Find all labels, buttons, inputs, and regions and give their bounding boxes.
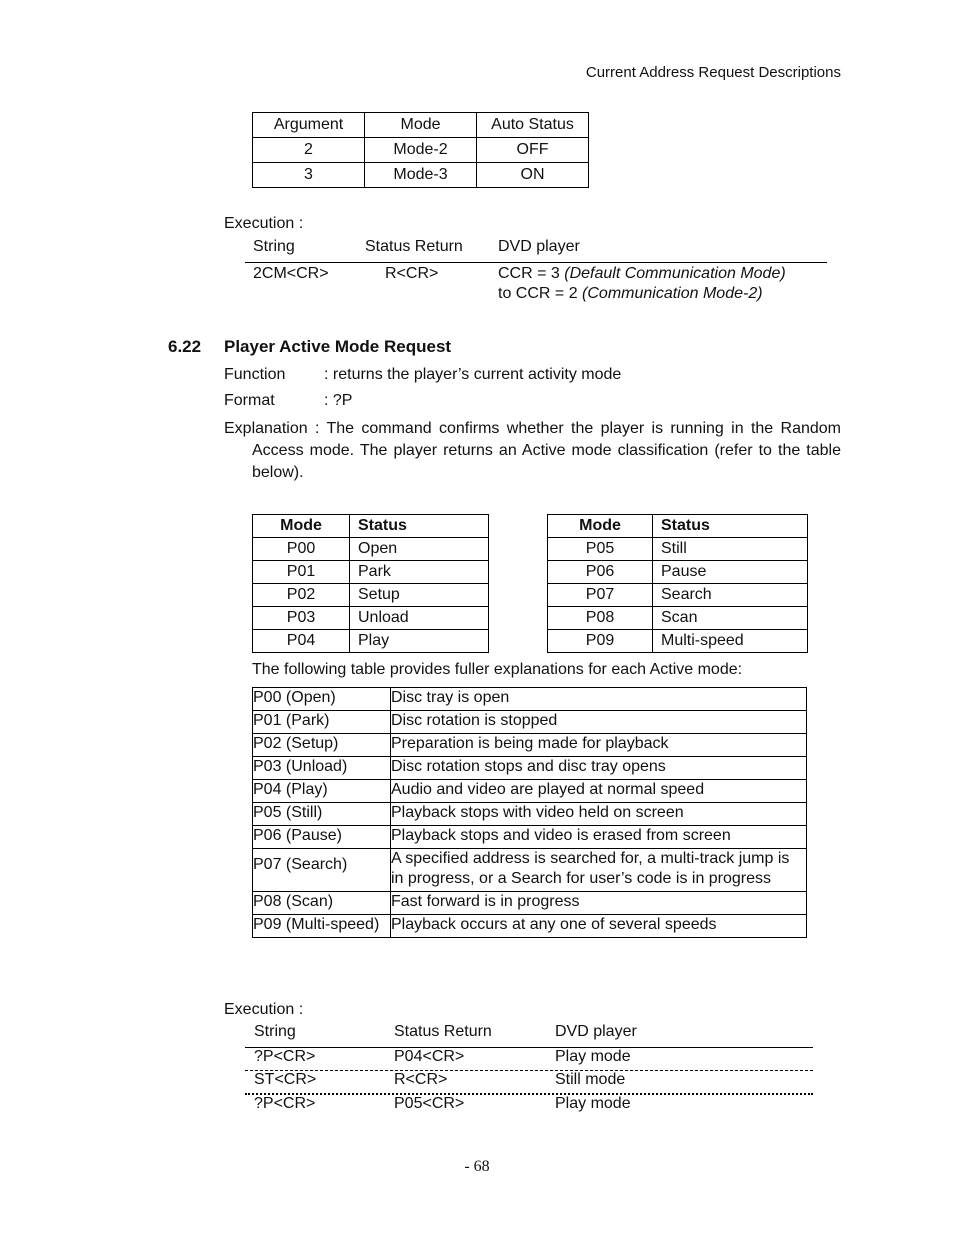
column-header: String: [254, 1023, 296, 1040]
table-row: [253, 688, 807, 711]
text: to CCR = 2: [498, 285, 583, 302]
mode-cell: P03: [253, 607, 350, 630]
mode-cell: P02: [253, 584, 350, 607]
mode-cell: P04: [253, 630, 350, 653]
column-header: Status: [350, 515, 489, 538]
table-row: [253, 163, 589, 188]
execution-header-row: [245, 238, 827, 263]
table-cell: OFF: [477, 138, 589, 163]
format-value: : ?P: [324, 392, 353, 409]
table-row: [548, 584, 808, 607]
running-header: Current Address Request Descriptions: [585, 64, 841, 81]
italic-text: (Default Communication Mode): [564, 265, 786, 282]
table-row: [253, 584, 489, 607]
mode-table-left: [252, 514, 489, 653]
dvd-player-line: [498, 284, 827, 304]
table-cell: 3: [253, 163, 365, 188]
execution-table: [245, 238, 827, 304]
table-cell: ON: [477, 163, 589, 188]
column-header: DVD player: [498, 238, 580, 255]
mode-cell: P06 (Pause): [253, 826, 391, 849]
mode-cell: P07: [548, 584, 653, 607]
table-header-row: [548, 515, 808, 538]
explanation-paragraph: [224, 418, 841, 484]
table-row: [253, 607, 489, 630]
table-cell: 2: [253, 138, 365, 163]
section-number: 6.22: [168, 337, 202, 356]
table-row: [548, 561, 808, 584]
status-cell: Park: [350, 561, 489, 584]
mode-cell: P09 (Multi-speed): [253, 915, 391, 938]
mode-table-right: [547, 514, 808, 653]
status-cell: R<CR>: [385, 265, 439, 282]
string-cell: ST<CR>: [254, 1071, 317, 1088]
execution-row: [245, 1048, 813, 1071]
execution-label: Execution :: [224, 1001, 304, 1018]
table-row: [253, 892, 807, 915]
execution-table: [245, 1023, 813, 1117]
execution-row: [245, 1095, 813, 1117]
execution-row: [245, 263, 827, 304]
function-key: Function: [224, 366, 286, 383]
table-row: [253, 630, 489, 653]
status-cell: Setup: [350, 584, 489, 607]
mode-cell: P04 (Play): [253, 780, 391, 803]
function-value: : returns the player’s current activity mode: [324, 366, 622, 383]
italic-text: (Communication Mode-2): [582, 285, 763, 302]
column-header: Argument: [253, 113, 365, 138]
string-cell: ?P<CR>: [254, 1048, 316, 1065]
description-cell: A specified address is searched for, a multi-track jump is in progress, or a Search for user’s code is in progress: [391, 849, 807, 892]
table-row: [253, 538, 489, 561]
mode-cell: P09: [548, 630, 653, 653]
mode-cell: P05: [548, 538, 653, 561]
argument-mode-table: [252, 112, 589, 188]
table-row: [253, 734, 807, 757]
string-cell: ?P<CR>: [254, 1095, 316, 1112]
mode-cell: P03 (Unload): [253, 757, 391, 780]
table-row: [548, 538, 808, 561]
status-cell: Scan: [653, 607, 808, 630]
description-cell: Disc rotation stops and disc tray opens: [391, 757, 807, 780]
status-cell: Open: [350, 538, 489, 561]
column-header: Mode: [253, 515, 350, 538]
status-cell: Multi-speed: [653, 630, 808, 653]
execution-header-row: [245, 1023, 813, 1048]
column-header: Status: [653, 515, 808, 538]
table-row: [253, 711, 807, 734]
mode-cell: P00: [253, 538, 350, 561]
description-cell: Preparation is being made for playback: [391, 734, 807, 757]
status-cell: R<CR>: [394, 1071, 448, 1088]
status-cell: Search: [653, 584, 808, 607]
description-cell: Playback stops with video held on screen: [391, 803, 807, 826]
status-cell: Pause: [653, 561, 808, 584]
status-cell: Play: [350, 630, 489, 653]
table-row: [548, 630, 808, 653]
mode-cell: P06: [548, 561, 653, 584]
mode-cell: P02 (Setup): [253, 734, 391, 757]
explanation-text: Explanation : The command confirms whether the player is running in the Random Access mode. The player returns an Active mode classification (refer to the table below).: [224, 420, 841, 481]
table-row: [253, 780, 807, 803]
section-heading: [168, 337, 451, 357]
mode-cell: P01: [253, 561, 350, 584]
mode-cell: P08: [548, 607, 653, 630]
dvd-player-cell: [498, 264, 827, 304]
description-cell: Fast forward is in progress: [391, 892, 807, 915]
column-header: Auto Status: [477, 113, 589, 138]
mode-cell: P00 (Open): [253, 688, 391, 711]
mode-cell: P05 (Still): [253, 803, 391, 826]
format-key: Format: [224, 392, 275, 409]
active-mode-explanation-table: [252, 687, 807, 938]
column-header: Status Return: [394, 1023, 492, 1040]
status-cell: P05<CR>: [394, 1095, 465, 1112]
column-header: Mode: [548, 515, 653, 538]
page-number: - 68: [464, 1158, 490, 1175]
table-row: [253, 757, 807, 780]
table-cell: Mode-3: [365, 163, 477, 188]
mode-cell: P01 (Park): [253, 711, 391, 734]
text: CCR = 3: [498, 265, 565, 282]
column-header: Mode: [365, 113, 477, 138]
dvd-player-cell: Play mode: [555, 1095, 631, 1112]
mode-cell: P07 (Search): [253, 849, 391, 892]
format-line: [224, 392, 352, 410]
dvd-player-line: [498, 264, 827, 284]
column-header: DVD player: [555, 1023, 637, 1040]
string-cell: 2CM<CR>: [253, 265, 329, 282]
status-cell: Unload: [350, 607, 489, 630]
description-cell: Disc rotation is stopped: [391, 711, 807, 734]
section-title: Player Active Mode Request: [224, 337, 452, 356]
table-row: [253, 138, 589, 163]
function-line: [224, 366, 621, 384]
column-header: Status Return: [365, 238, 463, 255]
table-row: [253, 849, 807, 892]
execution-label: Execution :: [224, 215, 304, 232]
mode-cell: P08 (Scan): [253, 892, 391, 915]
description-cell: Disc tray is open: [391, 688, 807, 711]
column-header: String: [253, 238, 295, 255]
table-row: [253, 803, 807, 826]
fuller-intro-text: The following table provides fuller explanations for each Active mode:: [252, 661, 743, 678]
table-row: [253, 826, 807, 849]
table-header-row: [253, 515, 489, 538]
description-cell: Audio and video are played at normal speed: [391, 780, 807, 803]
table-row: [548, 607, 808, 630]
dvd-player-cell: Still mode: [555, 1071, 626, 1088]
status-cell: Still: [653, 538, 808, 561]
dvd-player-cell: Play mode: [555, 1048, 631, 1065]
table-row: [253, 915, 807, 938]
table-header-row: [253, 113, 589, 138]
description-cell: Playback stops and video is erased from screen: [391, 826, 807, 849]
table-cell: Mode-2: [365, 138, 477, 163]
description-cell: Playback occurs at any one of several speeds: [391, 915, 807, 938]
status-cell: P04<CR>: [394, 1048, 465, 1065]
table-row: [253, 561, 489, 584]
execution-row: [245, 1071, 813, 1095]
